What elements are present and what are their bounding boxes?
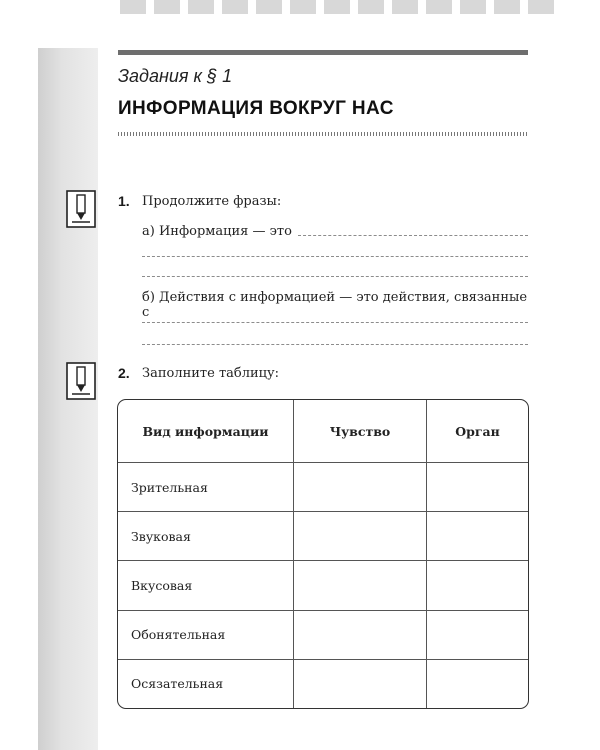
table-row — [118, 660, 528, 708]
sense-answer-cell[interactable] — [294, 611, 427, 660]
info-types-table — [117, 399, 529, 709]
table-header-row — [118, 400, 528, 463]
pencil-task-icon — [66, 190, 96, 228]
info-type-cell: Зрительная — [118, 463, 294, 512]
answer-line[interactable] — [142, 344, 528, 345]
answer-line[interactable] — [298, 234, 528, 236]
title-hatch-rule — [118, 132, 528, 136]
sense-answer-cell[interactable] — [294, 660, 427, 708]
task-1-prompt: Продолжите фразы: — [142, 194, 282, 209]
sense-answer-cell[interactable] — [294, 561, 427, 610]
header-rule — [118, 50, 528, 55]
header-info-type: Вид информации — [118, 400, 294, 463]
info-type-cell: Звуковая — [118, 512, 294, 561]
answer-row-a[interactable] — [142, 224, 528, 239]
info-type-cell: Обонятельная — [118, 611, 294, 660]
pencil-task-icon — [66, 362, 96, 400]
organ-answer-cell[interactable] — [427, 512, 528, 561]
task-2-number: 2. — [118, 365, 130, 381]
page-title: ИНФОРМАЦИЯ ВОКРУГ НАС — [118, 98, 394, 119]
header-sense: Чувство — [294, 400, 427, 463]
item-a-label: а) Информация — это — [142, 224, 292, 239]
table-row — [118, 611, 528, 660]
page-top-edge — [120, 0, 560, 14]
sense-answer-cell[interactable] — [294, 512, 427, 561]
item-b-label: б) Действия с информацией — это действия, связанные с — [142, 290, 528, 320]
table-row — [118, 463, 528, 512]
section-label: Задания к § 1 — [118, 66, 233, 86]
organ-answer-cell[interactable] — [427, 463, 528, 512]
organ-answer-cell[interactable] — [427, 611, 528, 660]
answer-line[interactable] — [142, 256, 528, 257]
organ-answer-cell[interactable] — [427, 660, 528, 708]
task-2-prompt: Заполните таблицу: — [142, 366, 280, 381]
answer-line[interactable] — [142, 276, 528, 277]
organ-answer-cell[interactable] — [427, 561, 528, 610]
task-1-number: 1. — [118, 193, 130, 209]
answer-line[interactable] — [142, 322, 528, 323]
header-organ: Орган — [427, 400, 528, 463]
sense-answer-cell[interactable] — [294, 463, 427, 512]
info-type-cell: Осязательная — [118, 660, 294, 708]
info-type-cell: Вкусовая — [118, 561, 294, 610]
answer-row-b[interactable] — [142, 290, 528, 320]
table-row — [118, 512, 528, 561]
table-row — [118, 561, 528, 610]
